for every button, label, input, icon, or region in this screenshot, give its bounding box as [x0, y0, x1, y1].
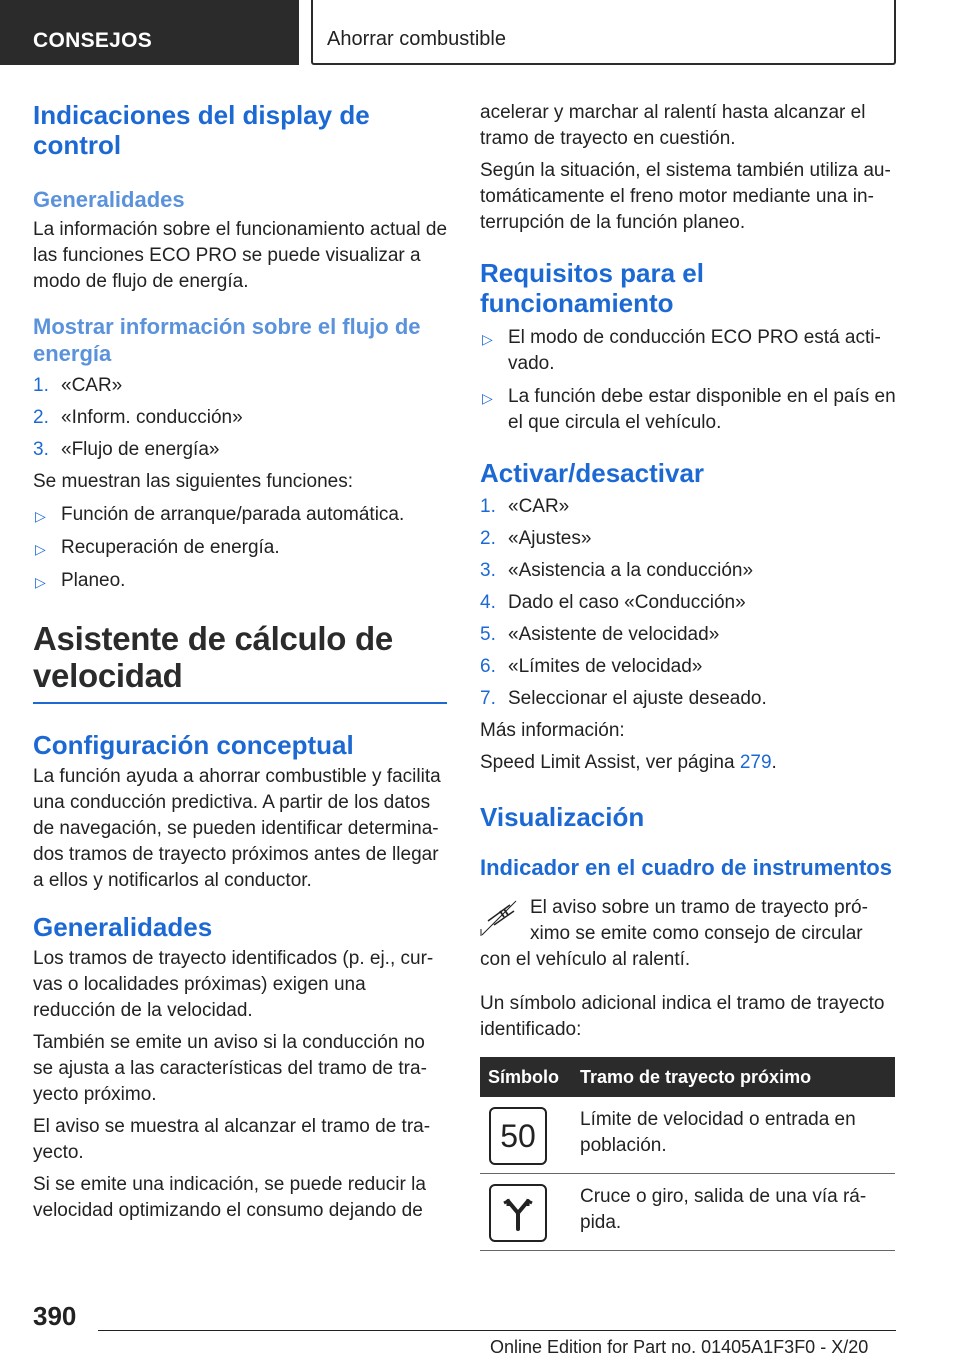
list-item: 7. Seleccionar el ajuste deseado. [480, 688, 767, 709]
warning-block [480, 895, 896, 973]
paragraph-general-2d: Si se emite una indicación, se puede reducir la velocidad optimizando el consumo dejando de [33, 1174, 426, 1221]
paragraph-functions: Se muestran las siguientes funciones: [33, 471, 354, 492]
junction-icon [489, 1184, 547, 1242]
speed-limit-icon: 50 [489, 1107, 547, 1165]
list-item: 4. Dado el caso «Conducción» [480, 592, 746, 613]
paragraph-general-2b: También se emite un aviso si la conducción no se ajusta a las características del tramo de trayecto próximo. [33, 1032, 427, 1105]
requirements-list [480, 325, 896, 436]
list-item: 5. «Asistente de velocidad» [480, 624, 720, 645]
list-item: ▷ La función debe estar disponible en el país en el que circula el vehículo. [482, 386, 896, 433]
heading-general-1: Generalidades [33, 187, 185, 212]
page-link[interactable]: 279 [739, 752, 772, 773]
functions-list [33, 502, 449, 594]
heading-activate: Activar/desactivar [480, 458, 705, 488]
heading-indicator: Indicador en el cuadro de instrumentos [480, 855, 892, 880]
symbol-table [480, 1057, 895, 1251]
chapter-title: Ahorrar combustible [311, 0, 896, 65]
list-item: 1. «CAR» [33, 375, 123, 396]
paragraph-speed-limit: Speed Limit Assist, ver página 279. [480, 752, 777, 773]
steps-flow [33, 373, 449, 463]
heading-assistant: Asistente de cálculo de velocidad [33, 620, 393, 694]
table-cell: Cruce o giro, salida de una vía rápida. [572, 1174, 895, 1251]
heading-show-flow: Mostrar información sobre el flujo de energía [33, 314, 421, 366]
bullet-triangle-icon: ▷ [482, 390, 493, 406]
bullet-triangle-icon: ▷ [35, 508, 46, 524]
paragraph-continued-1: acelerar y marchar al ralentí hasta alcanzar el tramo de trayecto en cuestión. [480, 102, 866, 149]
list-item: 1. «CAR» [480, 496, 570, 517]
list-item: 3. «Flujo de energía» [33, 439, 220, 460]
footer-edition: Online Edition for Part no. 01405A1F3F0 - X/20 [490, 1337, 869, 1357]
paragraph-concept: La función ayuda a ahorrar combustible y facilita una conducción predictiva. A partir de los datos de navegación, se pueden identificar determinados tramos de trayecto próximos antes de llegar a ellos y notificarlos al conductor. [33, 766, 441, 891]
bullet-triangle-icon: ▷ [35, 541, 46, 557]
heading-concept: Configuración conceptual [33, 730, 354, 760]
page-number: 390 [33, 1301, 77, 1331]
paragraph-more-info: Más información: [480, 720, 625, 741]
paragraph-general-2a: Los tramos de trayecto identificados (p. ej., curvas o localidades próximas) exigen una reducción de la velocidad. [33, 948, 434, 1021]
list-item: 3. «Asistencia a la conducción» [480, 560, 754, 581]
paragraph-general-2c: El aviso se muestra al alcanzar el tramo de trayecto. [33, 1116, 431, 1163]
bullet-triangle-icon: ▷ [35, 574, 46, 590]
bullet-triangle-icon: ▷ [482, 331, 493, 347]
table-header-symbol: Símbolo [480, 1057, 572, 1097]
list-item: ▷ Recuperación de energía. [33, 535, 449, 561]
table-row [480, 1174, 895, 1251]
list-item: ▷ El modo de conducción ECO PRO está activado. [482, 327, 881, 374]
coasting-road-icon [480, 899, 518, 937]
paragraph-continued-2: Según la situación, el sistema también utiliza automáticamente el freno motor mediante una interrupción de la función planeo. [480, 160, 891, 233]
table-cell: Límite de velocidad o entrada en población. [572, 1097, 895, 1174]
paragraph-warning: El aviso sobre un tramo de trayecto próximo se emite como consejo de circular con el vehículo al ralentí. [480, 897, 868, 970]
table-header-section: Tramo de trayecto próximo [572, 1057, 895, 1097]
table-row [480, 1097, 895, 1174]
heading-requirements: Requisitos para el funcionamiento [480, 258, 704, 318]
heading-general-2: Generalidades [33, 912, 213, 942]
section-tab: CONSEJOS [0, 0, 299, 65]
paragraph-symbol: Un símbolo adicional indica el tramo de trayecto identificado: [480, 993, 885, 1040]
list-item: ▷ Planeo. [33, 568, 449, 594]
left-column [33, 100, 449, 1224]
list-item: 6. «Límites de velocidad» [480, 656, 703, 677]
list-item: 2. «Inform. conducción» [33, 407, 243, 428]
paragraph-general-1: La información sobre el funcionamiento actual de las funciones ECO PRO se puede visualizar a modo de flujo de energía. [33, 219, 448, 292]
heading-visual: Visualización [480, 802, 645, 832]
list-item: 2. «Ajustes» [480, 528, 592, 549]
list-item: ▷ Función de arranque/parada automática. [33, 502, 449, 528]
footer-rule [98, 1330, 896, 1331]
heading-display: Indicaciones del display de control [33, 100, 370, 160]
steps-activate [480, 494, 896, 712]
right-column [480, 100, 896, 1251]
heading-underline [33, 702, 447, 704]
